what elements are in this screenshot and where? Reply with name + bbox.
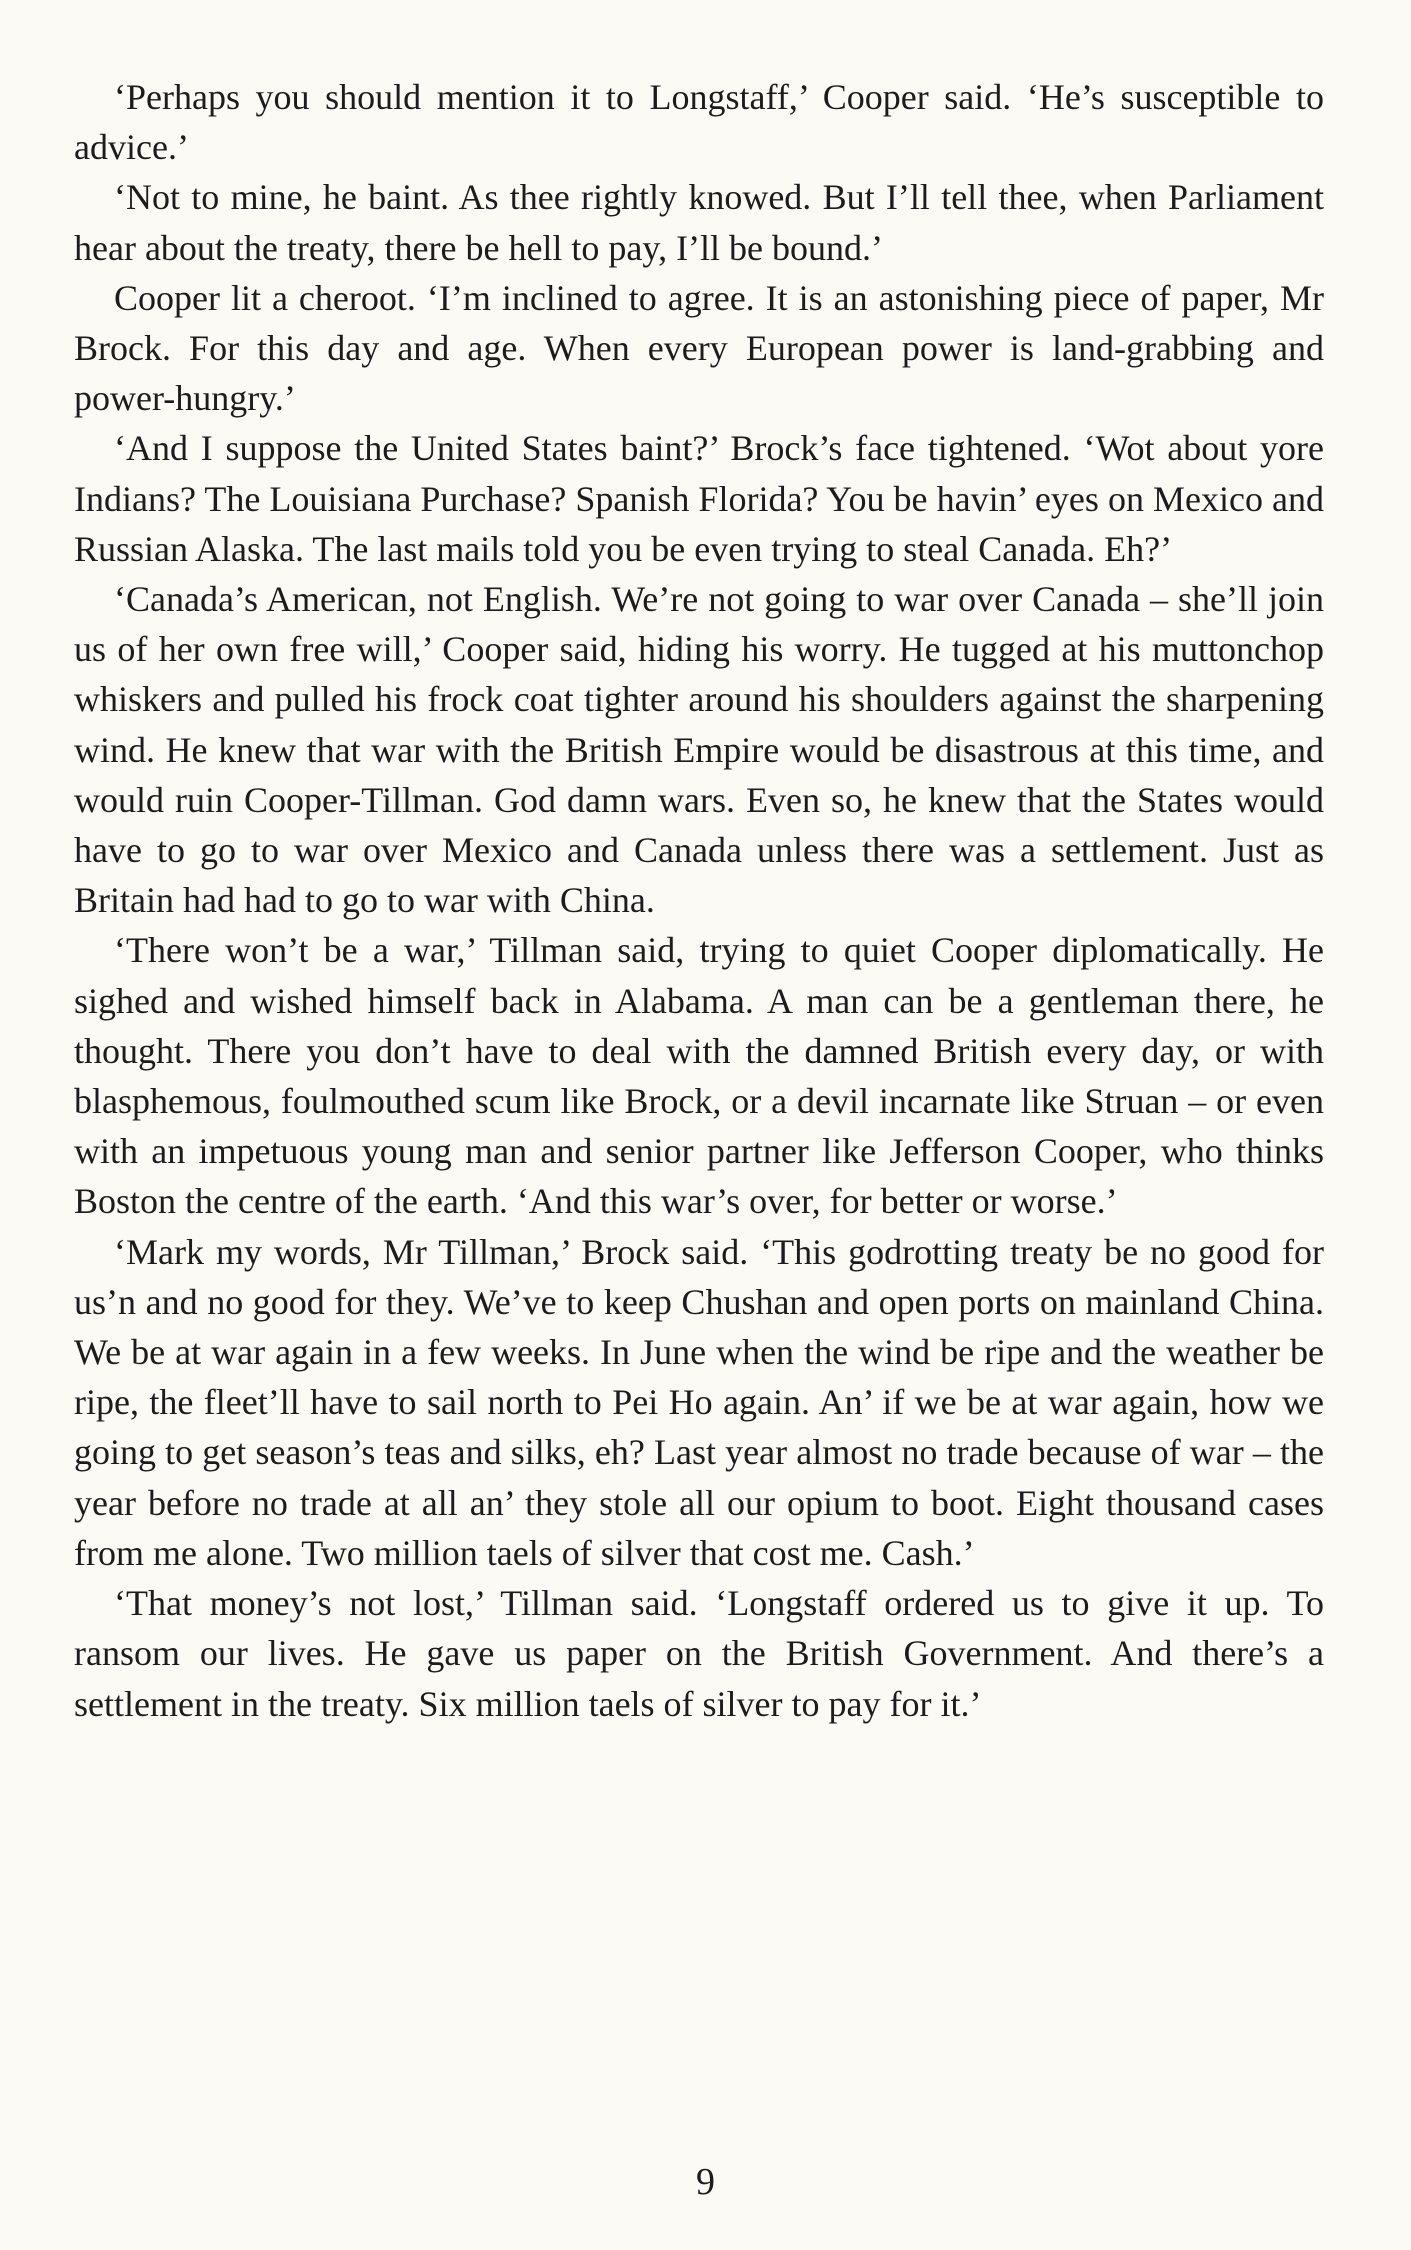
paragraph: ‘There won’t be a war,’ Tillman said, trying to quiet Cooper diplomatically. He sighed and wished himself back in Alabama. A man can be a gentleman there, he thought. There you don’t have to deal with the damned British every day, or with blasphemous, foulmouthed scum like Brock, or a devil incarnate like Struan – or even with an impetuous young man and senior partner like Jefferson Cooper, who thinks Boston the centre of the earth. ‘And this war’s over, for better or worse.’	[74, 930, 1324, 1222]
paragraph: ‘Perhaps you should mention it to Longstaff,’ Cooper said. ‘He’s susceptible to advice.’	[74, 77, 1324, 168]
paragraph: ‘And I suppose the United States baint?’ Brock’s face tightened. ‘Wot about yore Indians? The Louisiana Purchase? Spanish Florida? You be havin’ eyes on Mexico and Russian Alaska. The last mails told you be even trying to steal Canada. Eh?’	[74, 428, 1324, 569]
page-body	[74, 72, 1324, 1729]
paragraph: ‘Mark my words, Mr Tillman,’ Brock said. ‘This godrotting treaty be no good for us’n and no good for they. We’ve to keep Chushan and open ports on mainland China. We be at war again in a few weeks. In June when the wind be ripe and the weather be ripe, the fleet’ll have to sail north to Pei Ho again. An’ if we be at war again, how we going to get season’s teas and silks, eh? Last year almost no trade because of war – the year before no trade at all an’ they stole all our opium to boot. Eight thousand cases from me alone. Two million taels of silver that cost me. Cash.’	[74, 1231, 1324, 1573]
paragraph: ‘Not to mine, he baint. As thee rightly knowed. But I’ll tell thee, when Parliament hear about the treaty, there be hell to pay, I’ll be bound.’	[74, 177, 1324, 268]
paragraph: ‘That money’s not lost,’ Tillman said. ‘Longstaff ordered us to give it up. To ransom our lives. He gave us paper on the British Government. And there’s a settlement in the treaty. Six million taels of silver to pay for it.’	[74, 1583, 1324, 1724]
page-number: 9	[696, 2161, 715, 2203]
paragraph: Cooper lit a cheroot. ‘I’m inclined to agree. It is an astonishing piece of paper, Mr Brock. For this day and age. When every European power is land-grabbing and power-hungry.’	[74, 277, 1324, 419]
paragraph: ‘Canada’s American, not English. We’re not going to war over Canada – she’ll join us of her own free will,’ Cooper said, hiding his worry. He tugged at his muttonchop whiskers and pulled his frock coat tighter around his shoulders against the sharpening wind. He knew that war with the British Empire would be disastrous at this time, and would ruin Cooper-Tillman. God damn wars. Even so, he knew that the States would have to go to war over Mexico and Canada unless there was a settlement. Just as Britain had had to go to war with China.	[74, 579, 1324, 921]
